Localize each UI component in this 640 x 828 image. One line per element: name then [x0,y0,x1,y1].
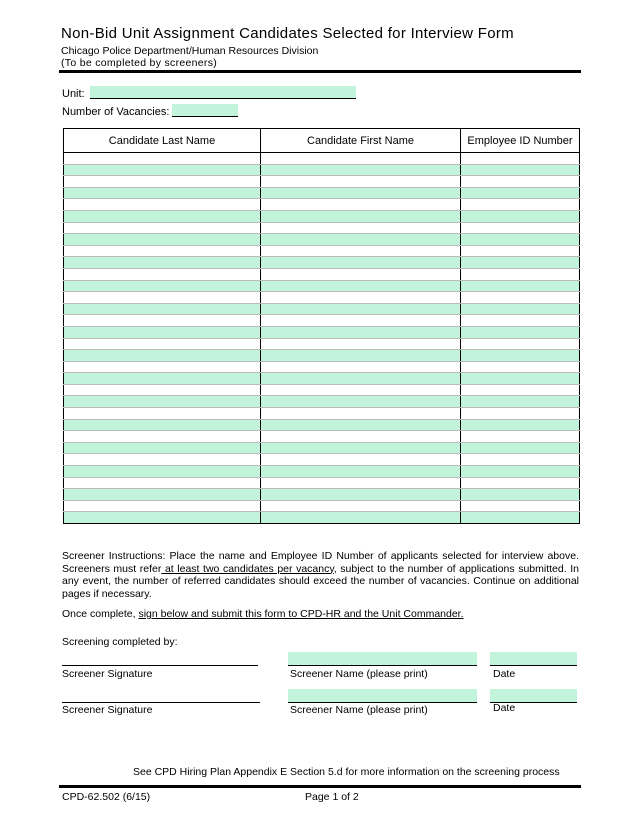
first-name-cell[interactable] [261,477,461,489]
candidates-table-body [64,153,580,524]
form-number: CPD-62.502 (6/15) [62,791,151,803]
completion-note: (To be completed by screeners) [61,57,218,69]
first-name-cell[interactable] [261,245,461,257]
last-name-cell[interactable] [64,350,261,362]
column-header-first-name: Candidate First Name [261,129,461,153]
employee-id-cell[interactable] [461,396,580,408]
table-row [64,199,580,211]
screener-name-label-2: Screener Name (please print) [290,704,428,716]
last-name-cell[interactable] [64,315,261,327]
last-name-cell[interactable] [64,222,261,234]
first-name-cell[interactable] [261,361,461,373]
table-row [64,477,580,489]
table-row [64,361,580,373]
employee-id-cell[interactable] [461,361,580,373]
last-name-cell[interactable] [64,466,261,478]
screener-name-field-2[interactable] [288,689,477,703]
employee-id-cell[interactable] [461,164,580,176]
first-name-cell[interactable] [261,466,461,478]
submit-instruction-underlined: sign below and submit this form to CPD-HR and the Unit Commander. [138,608,464,620]
last-name-cell[interactable] [64,396,261,408]
first-name-cell[interactable] [261,303,461,315]
employee-id-cell[interactable] [461,187,580,199]
last-name-cell[interactable] [64,257,261,269]
first-name-cell[interactable] [261,489,461,501]
table-row [64,268,580,280]
employee-id-cell[interactable] [461,153,580,165]
employee-id-cell[interactable] [461,326,580,338]
instructions-underlined: at least two candidates per vacancy [161,562,334,575]
last-name-cell[interactable] [64,164,261,176]
screener-name-label-1: Screener Name (please print) [290,668,428,680]
table-row [64,512,580,524]
hiring-plan-reference: See CPD Hiring Plan Appendix E Section 5.d for more information on the screening process [133,766,560,778]
instructions-text-1: Screener Instructions: Place the name and Employee ID Number of applicants selected for interview above. Screeners must refer [62,550,579,575]
submit-instruction-prefix: Once complete, [62,608,139,620]
table-row [64,210,580,222]
employee-id-cell[interactable] [461,489,580,501]
employee-id-cell[interactable] [461,419,580,431]
first-name-cell[interactable] [261,210,461,222]
table-row [64,466,580,478]
screener-signature-label-1: Screener Signature [62,668,153,680]
first-name-cell[interactable] [261,268,461,280]
unit-field[interactable] [90,86,356,99]
column-header-last-name: Candidate Last Name [64,129,261,153]
employee-id-cell[interactable] [461,199,580,211]
screener-name-field-1[interactable] [288,652,477,666]
last-name-cell[interactable] [64,245,261,257]
table-row [64,500,580,512]
unit-label: Unit: [62,88,85,100]
employee-id-cell[interactable] [461,477,580,489]
table-row [64,408,580,420]
last-name-cell[interactable] [64,187,261,199]
table-row [64,489,580,501]
date-label-2: Date [493,702,516,714]
last-name-cell[interactable] [64,234,261,246]
employee-id-cell[interactable] [461,176,580,188]
screening-completed-label: Screening completed by: [62,636,178,648]
screener-signature-label-2: Screener Signature [62,704,153,716]
table-row [64,257,580,269]
last-name-cell[interactable] [64,408,261,420]
last-name-cell[interactable] [64,373,261,385]
screener-signature-line-1[interactable] [62,665,258,666]
last-name-cell[interactable] [64,292,261,304]
date-label-1: Date [493,668,516,680]
table-row [64,164,580,176]
footer-rule [59,785,581,788]
employee-id-cell[interactable] [461,280,580,292]
first-name-cell[interactable] [261,292,461,304]
table-row [64,350,580,362]
last-name-cell[interactable] [64,500,261,512]
last-name-cell[interactable] [64,477,261,489]
date-field-1[interactable] [490,652,577,666]
employee-id-cell[interactable] [461,292,580,304]
last-name-cell[interactable] [64,176,261,188]
vacancies-field[interactable] [172,104,238,117]
last-name-cell[interactable] [64,338,261,350]
table-row [64,187,580,199]
first-name-cell[interactable] [261,176,461,188]
first-name-cell[interactable] [261,373,461,385]
table-row [64,454,580,466]
table-row [64,396,580,408]
first-name-cell[interactable] [261,500,461,512]
candidates-table [63,128,580,524]
table-row [64,384,580,396]
first-name-cell[interactable] [261,408,461,420]
employee-id-cell[interactable] [461,442,580,454]
first-name-cell[interactable] [261,396,461,408]
table-row [64,431,580,443]
table-row [64,442,580,454]
table-row [64,419,580,431]
table-row [64,280,580,292]
employee-id-cell[interactable] [461,373,580,385]
first-name-cell[interactable] [261,257,461,269]
table-row [64,338,580,350]
table-row [64,222,580,234]
last-name-cell[interactable] [64,454,261,466]
employee-id-cell[interactable] [461,257,580,269]
last-name-cell[interactable] [64,280,261,292]
employee-id-cell[interactable] [461,431,580,443]
last-name-cell[interactable] [64,442,261,454]
first-name-cell[interactable] [261,222,461,234]
instructions-text-2: , subject to the number of applications submitted. In any event, the number of referred candidates should exceed the number of vacancies. Continue on additional pages if necessary. [62,562,579,600]
header-rule [59,70,581,73]
table-row [64,245,580,257]
employee-id-cell[interactable] [461,466,580,478]
table-row [64,153,580,165]
form-title: Non-Bid Unit Assignment Candidates Selected for Interview Form [61,25,514,42]
last-name-cell[interactable] [64,268,261,280]
first-name-cell[interactable] [261,326,461,338]
screener-signature-line-2[interactable] [62,702,260,703]
first-name-cell[interactable] [261,350,461,362]
table-row [64,315,580,327]
first-name-cell[interactable] [261,454,461,466]
employee-id-cell[interactable] [461,222,580,234]
table-row [64,292,580,304]
first-name-cell[interactable] [261,164,461,176]
first-name-cell[interactable] [261,153,461,165]
page-number: Page 1 of 2 [305,791,359,803]
table-row [64,176,580,188]
date-field-2[interactable] [490,689,577,703]
employee-id-cell[interactable] [461,303,580,315]
employee-id-cell[interactable] [461,512,580,524]
last-name-cell[interactable] [64,361,261,373]
employee-id-cell[interactable] [461,210,580,222]
table-row [64,373,580,385]
last-name-cell[interactable] [64,199,261,211]
column-header-employee-id: Employee ID Number [461,129,580,153]
last-name-cell[interactable] [64,153,261,165]
employee-id-cell[interactable] [461,454,580,466]
employee-id-cell[interactable] [461,384,580,396]
first-name-cell[interactable] [261,234,461,246]
first-name-cell[interactable] [261,315,461,327]
first-name-cell[interactable] [261,199,461,211]
screener-instructions [62,550,579,600]
last-name-cell[interactable] [64,489,261,501]
last-name-cell[interactable] [64,419,261,431]
first-name-cell[interactable] [261,512,461,524]
employee-id-cell[interactable] [461,408,580,420]
first-name-cell[interactable] [261,431,461,443]
first-name-cell[interactable] [261,280,461,292]
table-row [64,326,580,338]
employee-id-cell[interactable] [461,245,580,257]
employee-id-cell[interactable] [461,350,580,362]
vacancies-label: Number of Vacancies: [62,106,170,118]
last-name-cell[interactable] [64,303,261,315]
last-name-cell[interactable] [64,326,261,338]
submit-instruction [62,608,464,620]
department-subtitle: Chicago Police Department/Human Resources Division [61,45,319,57]
first-name-cell[interactable] [261,187,461,199]
first-name-cell[interactable] [261,442,461,454]
last-name-cell[interactable] [64,384,261,396]
employee-id-cell[interactable] [461,338,580,350]
last-name-cell[interactable] [64,210,261,222]
table-row [64,234,580,246]
first-name-cell[interactable] [261,384,461,396]
table-header-row [64,129,580,153]
employee-id-cell[interactable] [461,234,580,246]
employee-id-cell[interactable] [461,268,580,280]
table-row [64,303,580,315]
first-name-cell[interactable] [261,419,461,431]
last-name-cell[interactable] [64,431,261,443]
employee-id-cell[interactable] [461,500,580,512]
employee-id-cell[interactable] [461,315,580,327]
last-name-cell[interactable] [64,512,261,524]
first-name-cell[interactable] [261,338,461,350]
